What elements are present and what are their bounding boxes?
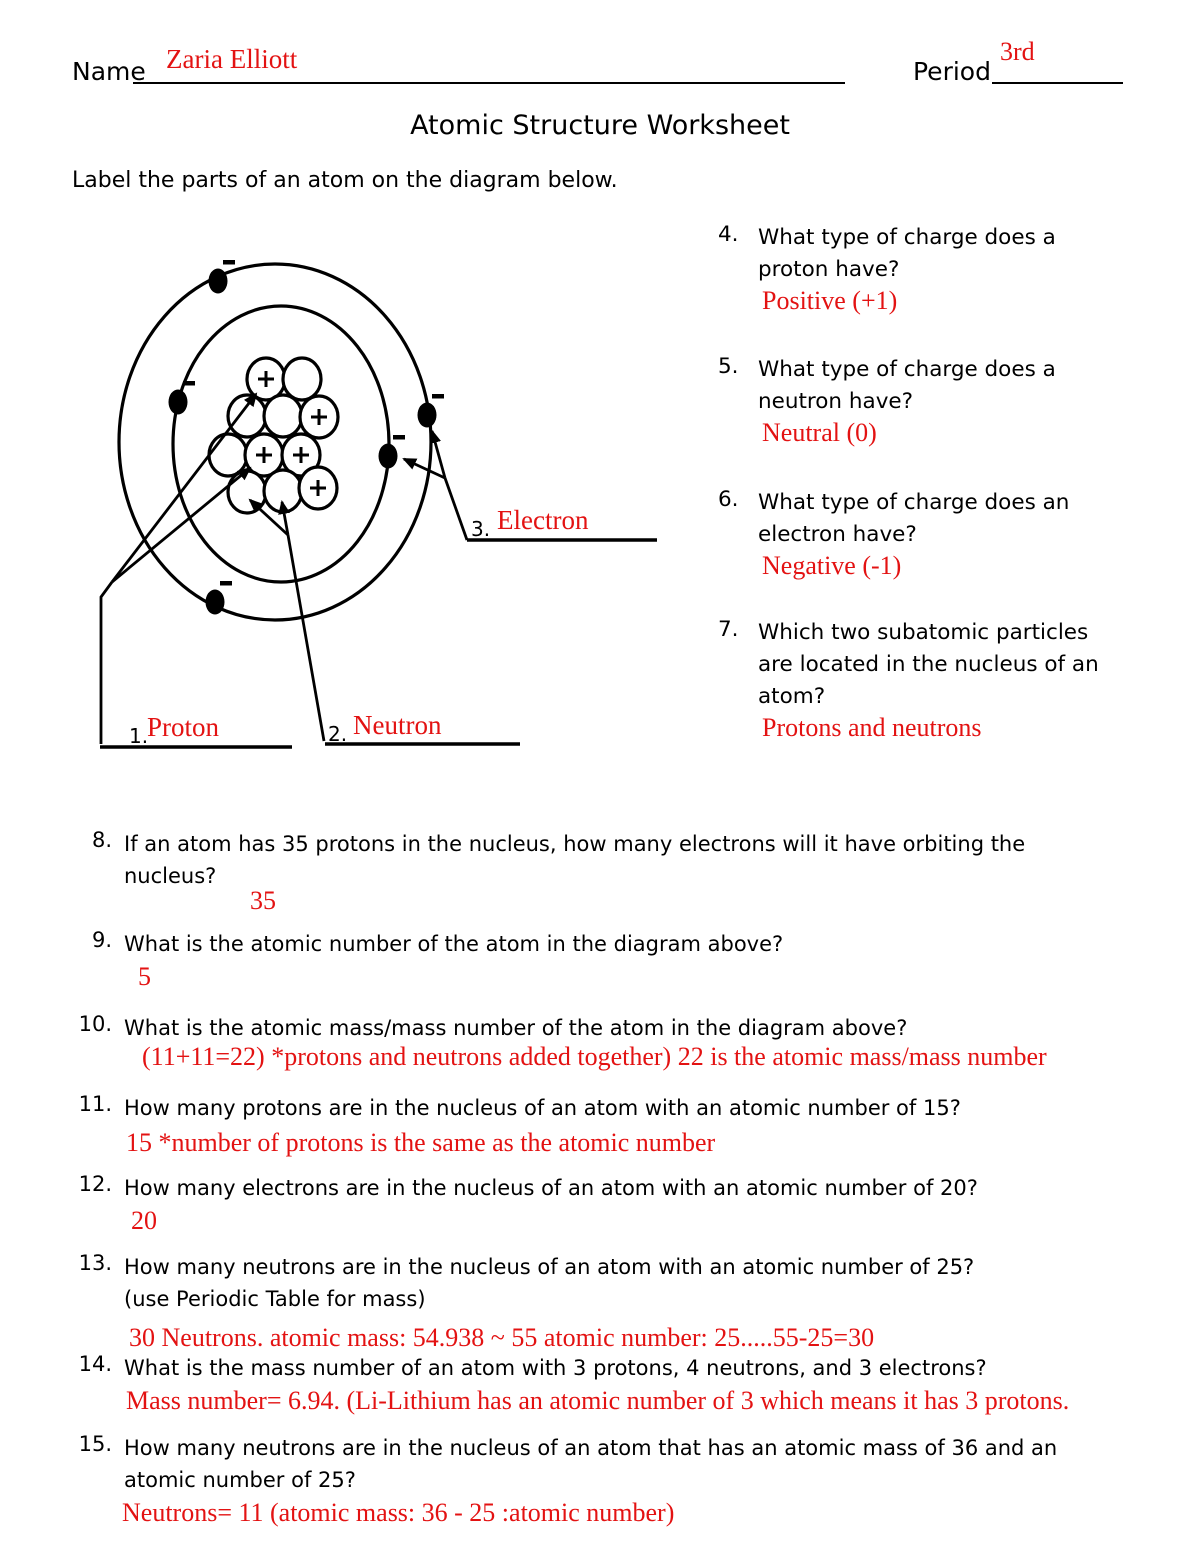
proton-label-number: 1.	[129, 724, 149, 748]
question-text: How many neutrons are in the nucleus of an atom with an atomic number of 25?	[124, 1255, 975, 1279]
electron-minus-sign	[183, 381, 195, 386]
question-13	[70, 1251, 1136, 1354]
question-4	[718, 222, 1148, 317]
callout-lines	[100, 394, 657, 747]
name-label: Name	[72, 57, 146, 86]
answer-text: 30 Neutrons. atomic mass: 54.938 ~ 55 atomic number: 25.....55-25=30	[129, 1323, 875, 1352]
name-underline	[133, 82, 845, 84]
question-14	[70, 1352, 1136, 1417]
question-text: nucleus?	[124, 864, 217, 888]
neutron-circle	[228, 395, 266, 437]
question-7	[718, 617, 1148, 744]
period-value: 3rd	[1000, 37, 1035, 66]
answer-text: 20	[131, 1206, 157, 1235]
electron-label-number: 3.	[471, 517, 491, 541]
question-number: 6.	[718, 487, 739, 512]
neutron-circle	[209, 434, 247, 476]
question-number: 15.	[78, 1432, 112, 1456]
answer-text: 15 *number of protons is the same as the atomic number	[126, 1128, 716, 1157]
electron-dot	[206, 590, 225, 615]
question-text: If an atom has 35 protons in the nucleus, how many electrons will it have orbiting the	[124, 832, 1026, 856]
page-title: Atomic Structure Worksheet	[410, 110, 790, 141]
name-value: Zaria Elliott	[166, 44, 298, 74]
electron-dot	[209, 269, 228, 294]
proton-callout-stem	[101, 582, 112, 744]
answer-text: Neutral (0)	[762, 418, 877, 447]
question-15	[70, 1432, 1136, 1529]
answer-text: Neutrons= 11 (atomic mass: 36 - 25 :atomic number)	[122, 1498, 675, 1527]
proton-label: Proton	[147, 712, 220, 742]
question-number: 13.	[78, 1251, 112, 1275]
question-10	[70, 1012, 1136, 1073]
answer-text: (11+11=22) *protons and neutrons added together) 22 is the atomic mass/mass number	[142, 1042, 1047, 1071]
electron-minus-sign	[223, 260, 235, 265]
question-text: What is the atomic number of the atom in the diagram above?	[124, 932, 784, 956]
neutron-label-number: 2.	[328, 722, 348, 746]
answer-text: 35	[250, 886, 276, 915]
question-12	[70, 1172, 1136, 1237]
electron-callout-stem	[445, 478, 467, 540]
question-number: 10.	[78, 1012, 112, 1036]
electron-minus-sign	[220, 581, 232, 586]
electron-minus-sign	[393, 435, 405, 440]
question-text: atom?	[758, 684, 826, 709]
question-text: neutron have?	[758, 389, 914, 414]
question-number: 5.	[718, 354, 739, 379]
question-number: 12.	[78, 1172, 112, 1196]
question-text: proton have?	[758, 257, 900, 282]
atom-diagram	[60, 215, 700, 775]
question-5	[718, 354, 1148, 449]
question-text: atomic number of 25?	[124, 1468, 356, 1492]
question-text: How many neutrons are in the nucleus of an atom that has an atomic mass of 36 and an	[124, 1436, 1058, 1460]
period-underline	[992, 82, 1123, 84]
neutron-label: Neutron	[353, 710, 442, 740]
period-label: Period	[913, 57, 991, 86]
question-number: 11.	[78, 1092, 112, 1116]
electron-arrow-2	[404, 459, 445, 478]
question-6	[718, 487, 1148, 582]
question-text: What is the atomic mass/mass number of the atom in the diagram above?	[124, 1016, 908, 1040]
answer-text: Positive (+1)	[762, 286, 898, 315]
question-text: How many electrons are in the nucleus of an atom with an atomic number of 20?	[124, 1176, 978, 1200]
electron-dot	[379, 444, 398, 469]
question-number: 14.	[78, 1352, 112, 1376]
question-text: What type of charge does a	[758, 357, 1056, 382]
neutron-circle	[264, 395, 302, 437]
question-11	[70, 1092, 1136, 1159]
question-text: What type of charge does an	[758, 490, 1070, 515]
question-9	[70, 928, 1136, 993]
question-number: 9.	[91, 928, 112, 952]
question-text: electron have?	[758, 522, 917, 547]
nucleus	[209, 358, 338, 513]
question-text: are located in the nucleus of an	[758, 652, 1099, 677]
question-text: How many protons are in the nucleus of an atom with an atomic number of 15?	[124, 1096, 961, 1120]
answer-text: 5	[138, 962, 151, 991]
answer-text: Mass number= 6.94. (Li-Lithium has an atomic number of 3 which means it has 3 protons.	[126, 1386, 1070, 1415]
electron-minus-sign	[432, 394, 444, 399]
neutron-circle	[283, 358, 321, 400]
question-number: 4.	[718, 222, 739, 247]
electron-dot	[418, 403, 437, 428]
answer-text: Negative (-1)	[762, 551, 902, 580]
neutron-circle	[228, 471, 266, 513]
instruction-text: Label the parts of an atom on the diagram below.	[72, 168, 618, 193]
question-text: (use Periodic Table for mass)	[124, 1287, 426, 1311]
question-text: What is the mass number of an atom with 3 protons, 4 neutrons, and 3 electrons?	[124, 1356, 987, 1380]
question-text: What type of charge does a	[758, 225, 1056, 250]
electron-arrow-1	[432, 431, 445, 478]
question-number: 7.	[718, 617, 739, 642]
question-number: 8.	[91, 828, 112, 852]
neutron-callout-stem	[288, 535, 324, 741]
answer-text: Protons and neutrons	[762, 713, 982, 742]
electron-dot	[169, 390, 188, 415]
question-text: Which two subatomic particles	[758, 620, 1089, 645]
question-8	[70, 828, 1136, 917]
electron-label: Electron	[497, 505, 589, 535]
